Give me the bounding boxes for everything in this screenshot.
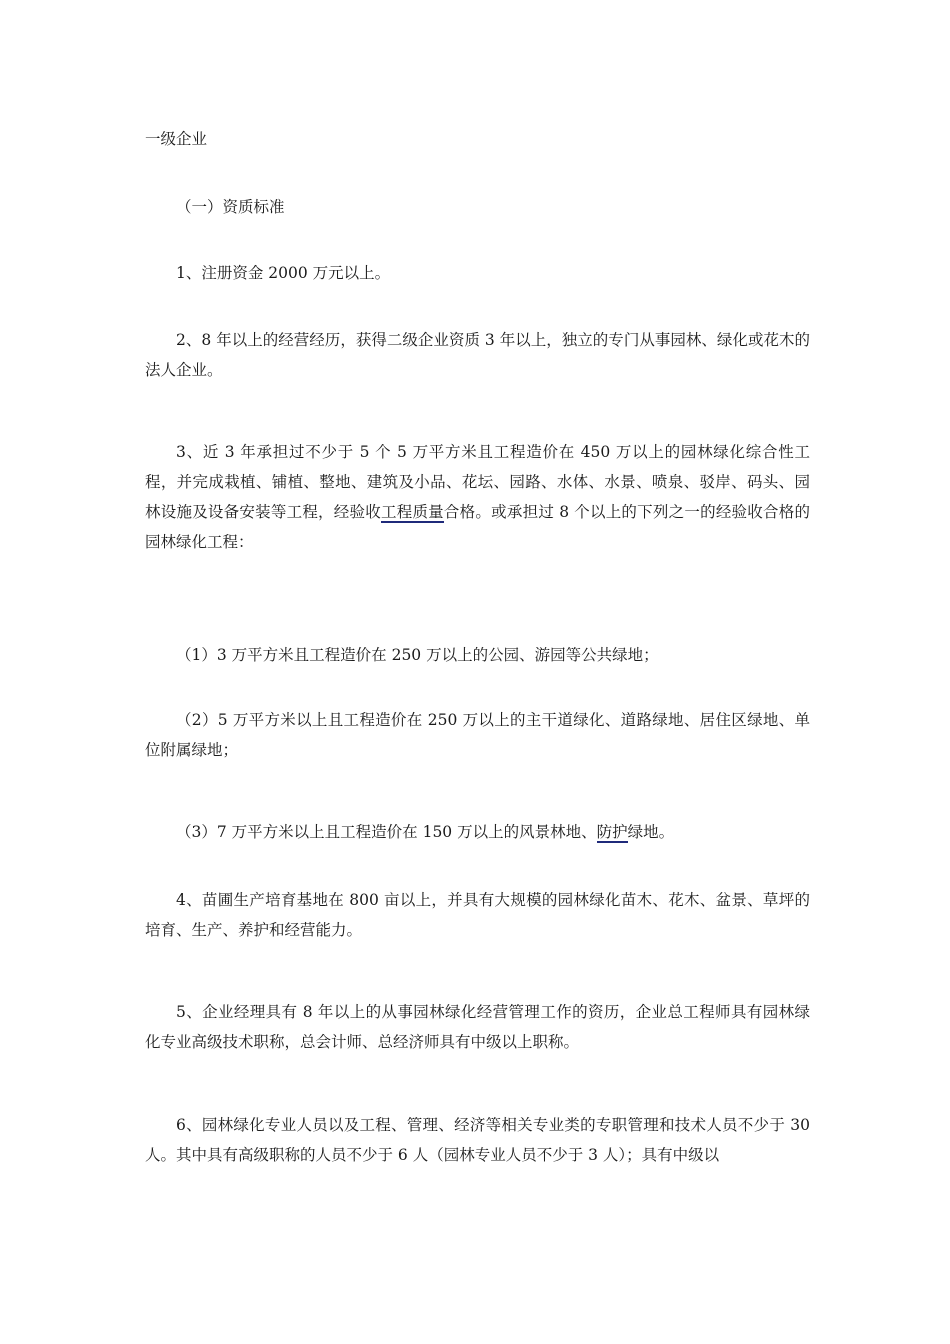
paragraph-item-1: 1、注册资金 2000 万元以上。 [176, 264, 391, 282]
paragraph-sub-item-3-text-before: （3）7 万平方米以上且工程造价在 150 万以上的风景林地、 [176, 823, 597, 841]
link-engineering-quality[interactable]: 工程质量 [380, 503, 444, 521]
paragraph-item-3-text-before: 3、近 3 年承担过不少于 5 个 5 万平方米且工程造价在 450 万以上的园林绿化综合性工程，并完成栽植、铺植、整地、建筑及小品、花坛、园路、水体、水景、喷泉、驳岸、码头、园林设施及设备安装等工程，经验收 [145, 443, 810, 521]
paragraph-item-5: 5、企业经理具有 8 年以上的从事园林绿化经营管理工作的资历，企业总工程师具有园林绿化专业高级技术职称，总会计师、总经济师具有中级以上职称。 [145, 1003, 810, 1051]
link-protection[interactable]: 防护 [596, 823, 628, 841]
document-heading: 一级企业 [145, 130, 208, 148]
paragraph-sub-item-3 [145, 817, 810, 847]
paragraph-item-2: 2、8 年以上的经营经历，获得二级企业资质 3 年以上，独立的专门从事园林、绿化或花木的法人企业。 [145, 331, 810, 379]
paragraph-sub-item-1: （1）3 万平方米且工程造价在 250 万以上的公园、游园等公共绿地； [176, 646, 659, 664]
paragraph-item-4: 4、苗圃生产培育基地在 800 亩以上，并具有大规模的园林绿化苗木、花木、盆景、草坪的培育、生产、养护和经营能力。 [145, 891, 810, 939]
paragraph-item-3-text-after: 合格。或承担过 8 个以上的下列之一的经验收合格的园林绿化工程： [145, 503, 810, 551]
paragraph-sub-item-2: （2）5 万平方米以上且工程造价在 250 万以上的主干道绿化、道路绿地、居住区绿地、单位附属绿地； [145, 711, 810, 759]
document-subheading: （一）资质标准 [176, 198, 285, 216]
paragraph-sub-item-3-text-after: 绿地。 [627, 823, 675, 841]
paragraph-item-6: 6、园林绿化专业人员以及工程、管理、经济等相关专业类的专职管理和技术人员不少于 30 人。其中具有高级职称的人员不少于 6 人（园林专业人员不少于 3 人）；具有中级以 [145, 1116, 810, 1164]
paragraph-item-3 [145, 437, 810, 557]
